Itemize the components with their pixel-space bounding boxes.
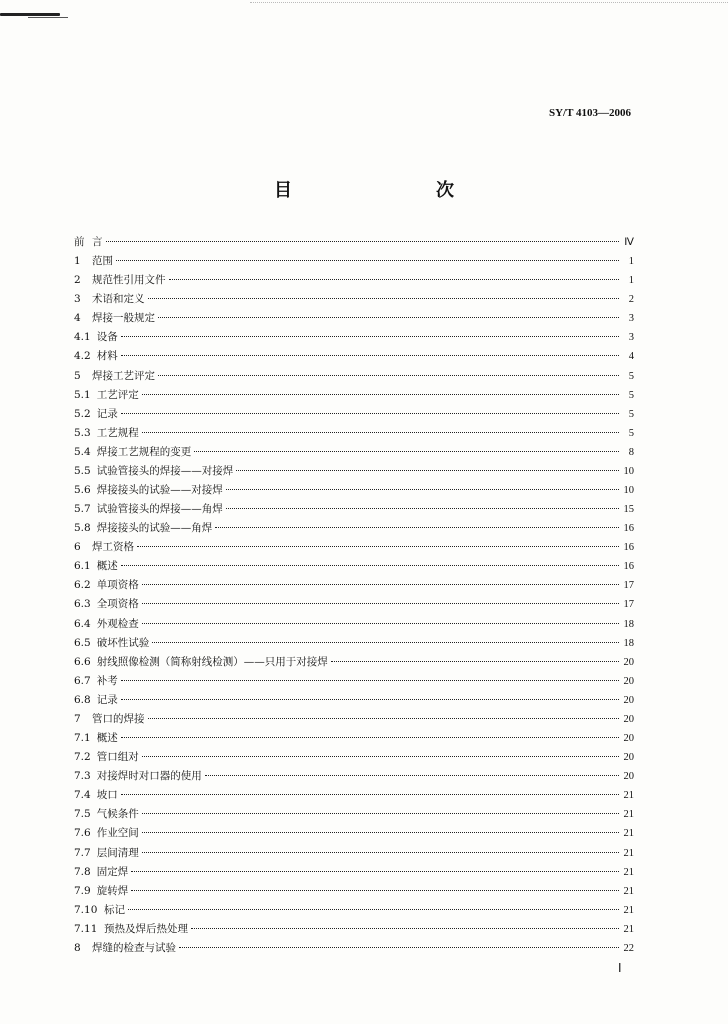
toc-entry-page: 16 (623, 542, 634, 554)
toc-entry (74, 901, 634, 920)
toc-entry-page: 17 (623, 599, 634, 611)
toc-entry-label: 标记 (104, 903, 125, 916)
toc-entry-number: 6.3 (74, 598, 91, 611)
toc-entry-page: 16 (623, 561, 634, 573)
toc-entry-number: 4 (74, 312, 81, 325)
toc-entry-page: 15 (623, 504, 634, 516)
toc-entry-number: 6.8 (74, 693, 91, 706)
toc-entry-page: 20 (623, 694, 634, 706)
toc-entry-label: 固定焊 (96, 865, 129, 878)
toc-entry-number: 5.3 (74, 426, 91, 439)
toc-entry-page: 17 (623, 580, 634, 592)
toc-entry-page: 5 (628, 408, 634, 420)
scan-artifact (250, 2, 728, 4)
dot-leader (142, 602, 619, 604)
toc-entry-number: 6.1 (74, 560, 91, 573)
toc-entry-page: 3 (628, 313, 634, 325)
toc-entry-label: 范围 (92, 255, 113, 268)
toc-entry-label: 坡口 (96, 789, 118, 802)
toc-entry-number: 7.8 (74, 865, 91, 878)
dot-leader (142, 812, 619, 814)
toc-entry (74, 367, 634, 386)
page-number: Ⅰ (618, 961, 622, 975)
toc-entry-number: 1 (74, 255, 81, 268)
toc-entry-page: 21 (623, 923, 634, 935)
toc-entry-number: 6.6 (74, 655, 91, 668)
toc-entry-label: 气候条件 (96, 808, 139, 821)
toc-entry-number: 5.4 (74, 445, 91, 458)
dot-leader (191, 927, 619, 929)
toc-entry (74, 443, 634, 462)
dot-leader (142, 831, 619, 833)
scan-artifact (28, 17, 68, 18)
toc-entry (74, 882, 634, 901)
toc-entry-page: 22 (623, 942, 634, 954)
toc-entry-label: 工艺评定 (96, 388, 139, 401)
dot-leader (169, 278, 620, 280)
dot-leader (121, 793, 619, 795)
toc-entry-label: 记录 (96, 693, 118, 706)
dot-leader (106, 240, 620, 242)
toc-entry-label: 单项资格 (96, 579, 139, 592)
toc-entry-page: 1 (628, 275, 634, 287)
toc-entry-page: 21 (623, 847, 634, 859)
toc-entry-number: 7.11 (74, 922, 98, 935)
toc-entry-label: 补考 (96, 674, 118, 687)
toc-entry-number: 5.2 (74, 407, 91, 420)
toc-entry-page: 5 (628, 427, 634, 439)
toc-entry-number: 6.4 (74, 617, 91, 630)
toc-entry-number: 前 (74, 236, 85, 248)
dot-leader (121, 564, 619, 566)
toc-entry-label: 术语和定义 (92, 293, 145, 306)
toc-entry (74, 672, 634, 691)
toc-entry-page: 18 (623, 637, 634, 649)
toc-entry-page: 1 (628, 256, 634, 268)
toc-entry-number: 7.4 (74, 789, 91, 802)
toc-entry-page: 21 (623, 790, 634, 802)
dot-leader (116, 259, 619, 261)
toc-entry-number: 3 (74, 293, 81, 306)
toc-entry-label: 对接焊时对口器的使用 (96, 770, 202, 783)
toc-entry (74, 824, 634, 843)
toc-entry (74, 252, 634, 271)
dot-leader (142, 431, 619, 433)
toc-entry (74, 576, 634, 595)
toc-entry (74, 462, 634, 481)
toc-entry-page: 20 (623, 713, 634, 725)
toc-entry (74, 805, 634, 824)
dot-leader (226, 488, 619, 490)
toc-title: 目 次 (274, 180, 490, 201)
dot-leader (128, 908, 619, 910)
toc-entry-label: 外观检查 (96, 617, 139, 630)
toc-entry-label: 规范性引用文件 (92, 274, 166, 287)
toc-entry (74, 634, 634, 653)
toc-entry-page: 20 (623, 656, 634, 668)
dot-leader (215, 526, 619, 528)
toc-entry-number: 5.8 (74, 522, 91, 535)
toc-entry-number: 5.5 (74, 464, 91, 477)
dot-leader (158, 316, 619, 318)
dot-leader (142, 583, 619, 585)
dot-leader (236, 469, 619, 471)
toc-entry-number: 4.1 (74, 331, 91, 344)
scan-artifact (0, 13, 60, 16)
toc-entry-label: 焊接接头的试验——对接焊 (96, 484, 223, 497)
toc-entry-label: 旋转焊 (96, 884, 129, 897)
toc-entry-page: 10 (623, 485, 634, 497)
toc-entry (74, 309, 634, 328)
toc-entry-label: 材料 (96, 350, 118, 363)
toc-entry (74, 691, 634, 710)
toc-entry-number: 7.2 (74, 751, 91, 764)
dot-leader (121, 335, 619, 337)
toc-entry (74, 748, 634, 767)
toc-entry-label: 记录 (96, 407, 118, 420)
toc-entry-label: 设备 (96, 331, 118, 344)
toc-entry-page: Ⅳ (624, 237, 634, 248)
dot-leader (194, 450, 619, 452)
toc-entry-label: 作业空间 (96, 827, 139, 840)
toc-entry (74, 290, 634, 309)
toc-entry (74, 233, 634, 252)
toc-entry-page: 21 (623, 904, 634, 916)
toc-entry-number: 5 (74, 369, 81, 382)
toc-entry-number: 5.1 (74, 388, 91, 401)
dot-leader (142, 393, 619, 395)
toc-entry-page: 20 (623, 733, 634, 745)
toc-entry-number: 7.10 (74, 903, 98, 916)
toc-entry (74, 481, 634, 500)
toc-entry (74, 595, 634, 614)
toc-entry-page: 21 (623, 809, 634, 821)
toc-entry-number: 5.6 (74, 484, 91, 497)
toc-entry-label: 破坏性试验 (96, 636, 150, 649)
toc-entry (74, 939, 634, 958)
toc-entry-page: 2 (628, 294, 634, 306)
toc-entry (74, 844, 634, 863)
toc-entry-number: 7.1 (74, 732, 91, 745)
toc-entry (74, 920, 634, 939)
toc-entry-number: 8 (74, 941, 81, 954)
toc-entry-label: 管口的焊接 (92, 712, 145, 725)
toc-entry-label: 焊缝的检查与试验 (92, 941, 176, 954)
toc-entry-label: 层间清理 (96, 846, 139, 859)
toc-entry (74, 557, 634, 576)
toc-entry-number: 6.7 (74, 674, 91, 687)
toc-entry-number: 5.7 (74, 503, 91, 516)
toc-entry (74, 271, 634, 290)
toc-entry (74, 729, 634, 748)
dot-leader (121, 698, 619, 700)
toc-entry-label: 试验管接头的焊接——角焊 (96, 503, 223, 516)
toc-entry-page: 20 (623, 675, 634, 687)
toc-entry (74, 653, 634, 672)
toc-entry (74, 405, 634, 424)
toc-entry-label: 全项资格 (96, 598, 139, 611)
toc-entry-label: 焊接工艺评定 (92, 369, 155, 382)
toc-entry-label: 管口组对 (96, 751, 139, 764)
dot-leader (131, 889, 619, 891)
toc-entry-number: 4.2 (74, 350, 91, 363)
toc-entry (74, 710, 634, 729)
toc-entry-label: 焊接工艺规程的变更 (96, 445, 192, 458)
toc-entry (74, 328, 634, 347)
toc-entry (74, 786, 634, 805)
toc-entry-number: 7 (74, 712, 81, 725)
toc-entry-label: 试验管接头的焊接——对接焊 (96, 464, 234, 477)
toc-entry-number: 7.9 (74, 884, 91, 897)
toc-entry-label: 射线照像检测（简称射线检测）——只用于对接焊 (96, 655, 328, 668)
toc-entry-number: 6.2 (74, 579, 91, 592)
toc-entry-page: 16 (623, 523, 634, 535)
dot-leader (121, 736, 619, 738)
toc-entry-page: 5 (628, 370, 634, 382)
toc-entry-page: 20 (623, 771, 634, 783)
dot-leader (179, 946, 619, 948)
table-of-contents (74, 233, 634, 958)
toc-entry (74, 500, 634, 519)
toc-entry-page: 4 (628, 351, 634, 363)
dot-leader (121, 354, 619, 356)
toc-entry-page: 3 (628, 332, 634, 344)
toc-entry-label: 焊工资格 (92, 541, 134, 554)
dot-leader (226, 507, 619, 509)
toc-entry (74, 347, 634, 366)
toc-entry-page: 10 (623, 465, 634, 477)
toc-entry (74, 863, 634, 882)
dot-leader (148, 717, 620, 719)
dot-leader (142, 622, 619, 624)
dot-leader (142, 755, 619, 757)
toc-entry-page: 8 (628, 446, 634, 458)
dot-leader (142, 851, 619, 853)
toc-entry-label: 言 (92, 236, 103, 248)
standard-number: SY/T 4103—2006 (548, 107, 631, 119)
dot-leader (152, 641, 619, 643)
toc-entry-label: 焊接接头的试验——角焊 (96, 522, 213, 535)
dot-leader (148, 297, 620, 299)
toc-entry-label: 焊接一般规定 (92, 312, 155, 325)
toc-entry (74, 386, 634, 405)
toc-entry-page: 21 (623, 866, 634, 878)
toc-entry-number: 7.3 (74, 770, 91, 783)
toc-entry-number: 2 (74, 274, 81, 287)
dot-leader (131, 870, 619, 872)
toc-entry-number: 7.6 (74, 827, 91, 840)
dot-leader (158, 374, 619, 376)
toc-entry-label: 预热及焊后热处理 (104, 922, 188, 935)
toc-entry-number: 6.5 (74, 636, 91, 649)
toc-entry-page: 18 (623, 618, 634, 630)
toc-entry-page: 21 (623, 828, 634, 840)
toc-entry (74, 519, 634, 538)
dot-leader (331, 660, 619, 662)
toc-entry-page: 20 (623, 752, 634, 764)
toc-entry-number: 6 (74, 541, 81, 554)
toc-entry-number: 7.7 (74, 846, 91, 859)
dot-leader (121, 412, 619, 414)
dot-leader (137, 545, 619, 547)
toc-entry (74, 767, 634, 786)
toc-entry-number: 7.5 (74, 808, 91, 821)
toc-entry-label: 工艺规程 (96, 426, 139, 439)
toc-entry (74, 538, 634, 557)
toc-entry-label: 概述 (96, 732, 118, 745)
dot-leader (205, 774, 619, 776)
dot-leader (121, 679, 619, 681)
toc-entry-label: 概述 (96, 560, 118, 573)
toc-entry (74, 615, 634, 634)
toc-entry-page: 5 (628, 389, 634, 401)
toc-entry (74, 424, 634, 443)
toc-entry-page: 21 (623, 885, 634, 897)
